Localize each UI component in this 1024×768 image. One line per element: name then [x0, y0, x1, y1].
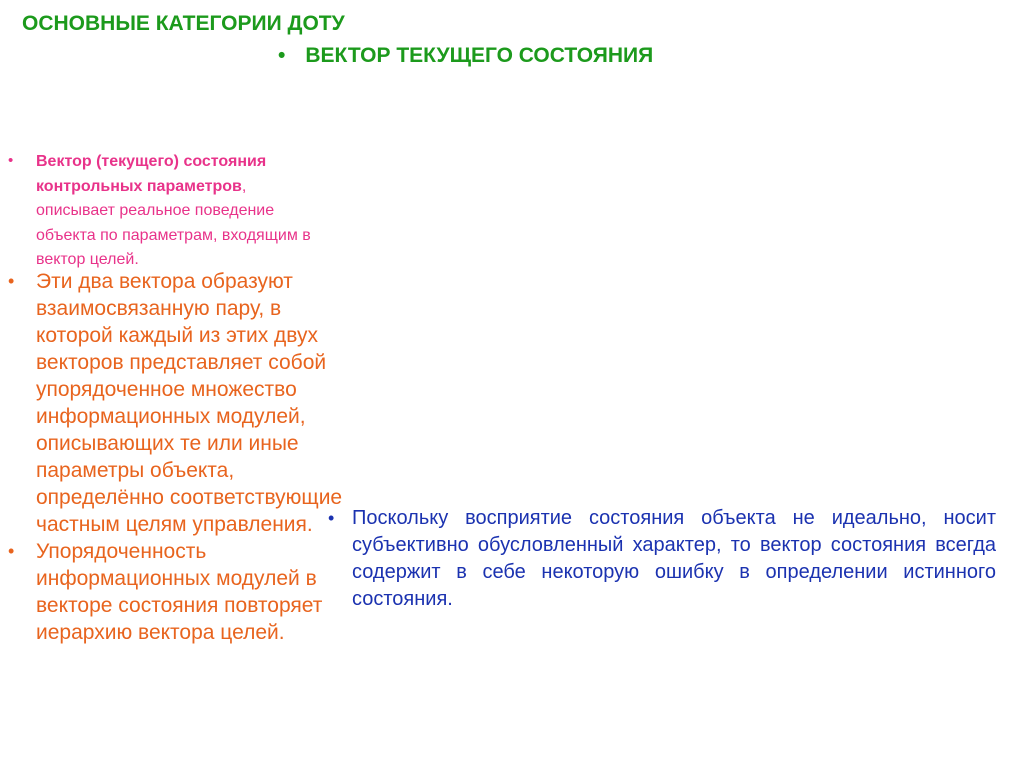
bullet-icon: •	[8, 271, 15, 291]
list-item	[8, 268, 348, 538]
bullet-icon: •	[8, 541, 15, 561]
bullet-icon: •	[278, 44, 286, 67]
bullet-icon: •	[8, 152, 14, 169]
left-bullet-list	[8, 268, 348, 646]
bullet-icon: •	[328, 508, 335, 528]
slide-title: ОСНОВНЫЕ КАТЕГОРИИ ДОТУ	[22, 12, 345, 35]
right-bullet-text: Поскольку восприятие состояния объекта не идеально, носит субъективно обусловленный характер, то вектор состояния всегда содержит в себе некоторую ошибку в определении истинного состояния.	[352, 507, 996, 610]
definition-text	[36, 150, 326, 273]
slide-subtitle	[278, 44, 653, 68]
list-item	[8, 538, 348, 646]
list-item-text: Упорядоченность информационных модулей в векторе состояния повторяет иерархию вектора целей.	[36, 540, 323, 644]
list-item-text: Эти два вектора образуют взаимосвязанную пару, в которой каждый из этих двух векторов представляет собой упорядоченное множество информационных модулей, описывающих те или иные параметры объекта, определённо соответствующие частным целям управления.	[36, 270, 343, 536]
definition-term: Вектор (текущего) состояния контрольных параметров	[36, 153, 267, 195]
right-bullet	[328, 505, 996, 613]
subtitle-text: ВЕКТОР ТЕКУЩЕГО СОСТОЯНИЯ	[305, 44, 654, 67]
definition-body: , описывает реальное поведение объекта по параметрам, входящим в вектор целей.	[36, 177, 311, 268]
definition-bullet	[8, 150, 328, 273]
